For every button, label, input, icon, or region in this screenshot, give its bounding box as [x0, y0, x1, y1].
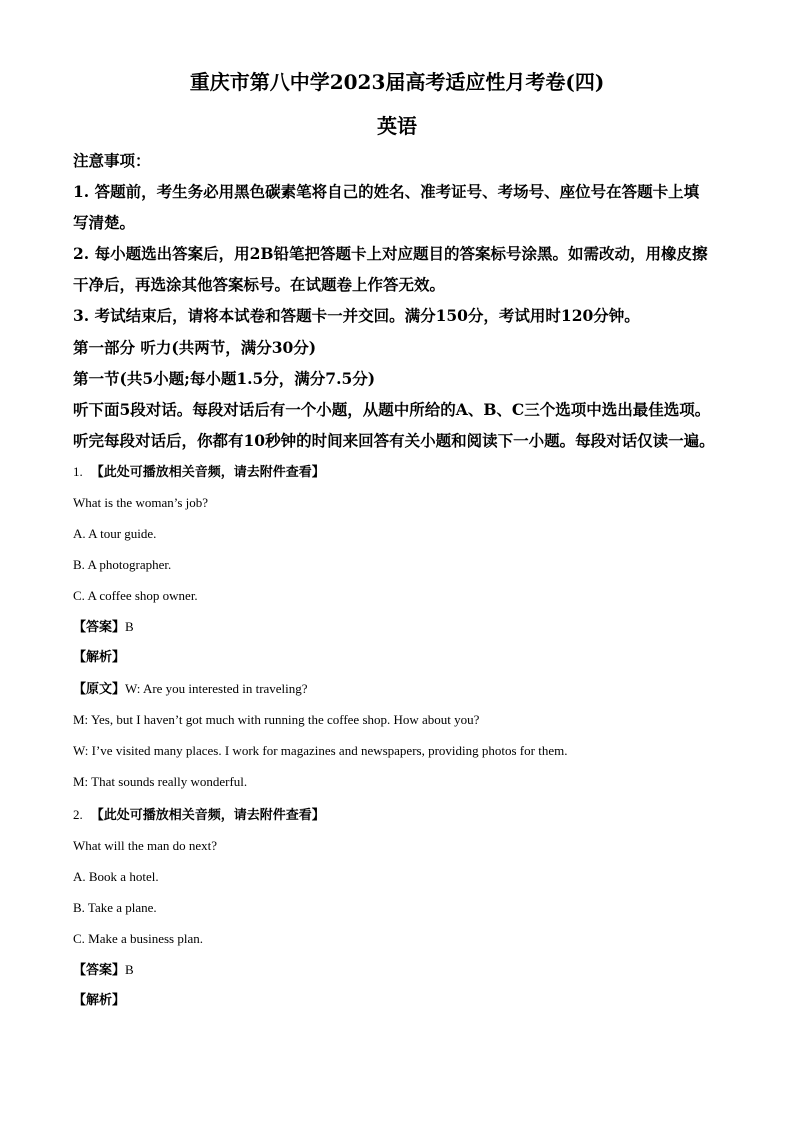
notice-line: 干净后，再选涂其他答案标号。在试题卷上作答无效。	[73, 275, 446, 294]
question-prompt: What is the woman’s job?	[73, 495, 209, 510]
transcript-line: W: I’ve visited many places. I work for magazines and newspapers, providing photos for them.	[73, 743, 568, 758]
exam-title: 重庆市第八中学2023届高考适应性月考卷(四)	[189, 70, 605, 94]
audio-note: 【此处可播放相关音频，请去附件查看】	[90, 808, 325, 823]
instruction-line: 听下面5段对话。每段对话后有一个小题，从题中所给的A、B、C三个选项中选出最佳选项。	[73, 400, 711, 419]
instruction-line: 听完每段对话后，你都有10秒钟的时间来回答有关小题和阅读下一小题。每段对话仅读一遍。	[73, 431, 715, 450]
audio-note: 【此处可播放相关音频，请去附件查看】	[90, 465, 325, 480]
notice-heading: 注意事项：	[73, 151, 151, 170]
transcript-line: M: That sounds really wonderful.	[73, 774, 248, 789]
answer-line	[73, 961, 733, 980]
answer-value: B	[125, 962, 134, 977]
option-b: B. A photographer.	[73, 557, 172, 572]
transcript-label: 【原文】	[73, 682, 126, 697]
transcript-text: W: Are you interested in traveling?	[125, 681, 308, 696]
transcript-line	[73, 680, 733, 699]
option-c: C. Make a business plan.	[73, 931, 203, 946]
answer-value: B	[125, 619, 134, 634]
question-2-header	[73, 806, 733, 825]
question-1-header	[73, 463, 733, 482]
question-number: 2.	[73, 807, 83, 822]
question-prompt: What will the man do next?	[73, 838, 218, 853]
part-heading: 第一部分 听力(共两节，满分30分)	[73, 338, 317, 357]
option-c: C. A coffee shop owner.	[73, 588, 198, 603]
answer-label: 【答案】	[73, 963, 126, 978]
answer-line	[73, 618, 733, 637]
notice-line: 写清楚。	[73, 213, 136, 232]
option-b: B. Take a plane.	[73, 900, 157, 915]
option-a: A. Book a hotel.	[73, 869, 159, 884]
question-number: 1.	[73, 464, 83, 479]
notice-line: 1. 答题前，考生务必用黑色碳素笔将自己的姓名、准考证号、考场号、座位号在答题卡上填	[73, 182, 700, 201]
transcript-line: M: Yes, but I haven’t got much with running the coffee shop. How about you?	[73, 712, 480, 727]
analysis-label: 【解析】	[73, 993, 126, 1008]
section-heading: 第一节(共5小题;每小题1.5分，满分7.5分)	[73, 369, 376, 388]
notice-line: 2. 每小题选出答案后，用2B铅笔把答题卡上对应题目的答案标号涂黑。如需改动，用橡皮擦	[73, 244, 708, 263]
answer-label: 【答案】	[73, 620, 126, 635]
notice-line: 3. 考试结束后，请将本试卷和答题卡一并交回。满分150分，考试用时120分钟。	[73, 306, 640, 325]
exam-subject: 英语	[377, 114, 417, 138]
analysis-label: 【解析】	[73, 650, 126, 665]
option-a: A. A tour guide.	[73, 526, 157, 541]
